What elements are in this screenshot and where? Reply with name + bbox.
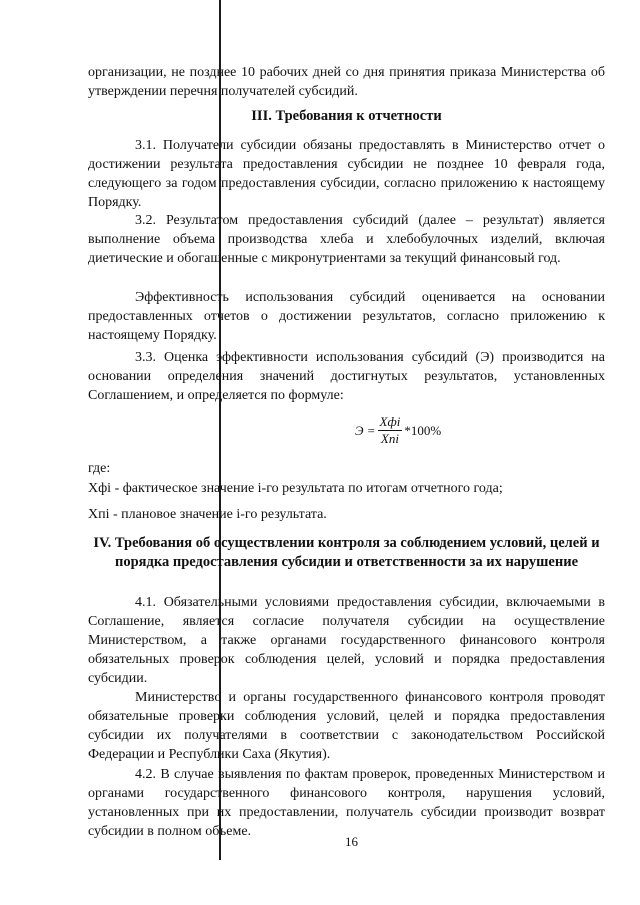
section-3-body <box>88 136 605 212</box>
formula-definition-xpi <box>88 505 605 524</box>
section-3-heading: III. Требования к отчетности <box>251 108 442 124</box>
efficiency-formula <box>355 414 441 447</box>
paragraph-4-2: 4.2. В случае выявления по фактам проверок, проведенных Министерством и органами государственного финансового контроля, нарушения условий, установленных при их предоставлении, получатель субсидии производит возврат субсидии в полном объеме. <box>88 767 605 839</box>
formula-denominator: Xпi <box>380 431 399 446</box>
section-3-3-body <box>88 348 605 405</box>
definition-xpi: Xпi - плановое значение i-го результата. <box>88 507 327 522</box>
paragraph-3-3: 3.3. Оценка эффективности использования субсидий (Э) производится на основании определения значений достигнутых результатов, установленных Соглашением, и определяется по формуле: <box>88 350 605 403</box>
section-4-2-body <box>88 765 605 841</box>
formula-lhs: Э = <box>355 422 376 438</box>
section-4-1b-body <box>88 688 605 764</box>
definition-xfi: Xфi - фактическое значение i-го результата по итогам отчетного года; <box>88 481 503 496</box>
text-block-top <box>88 63 605 101</box>
formula-fraction <box>378 414 403 447</box>
section-4-heading-wrap <box>88 534 605 572</box>
page-number: 16 <box>345 834 358 849</box>
formula-definition-xfi <box>88 479 605 498</box>
paragraph-continuation: организации, не позднее 10 рабочих дней со дня принятия приказа Министерства об утверждении перечня получателей субсидий. <box>88 65 605 99</box>
paragraph-3-1: 3.1. Получатели субсидии обязаны предоставлять в Министерство отчет о достижении результата предоставления субсидии не позднее 10 февраля года, следующего за годом предоставления субсидии, согласно приложению к настоящему Порядку. <box>88 138 605 210</box>
formula-suffix: *100% <box>404 422 442 438</box>
paragraph-4-1: 4.1. Обязательными условиями предоставления субсидии, включаемыми в Соглашение, является согласие получателя субсидии на осуществление Министерством, а также органами государственного финансового контроля обязательных проверок соблюдения целей, условий и порядка предоставления субсидии. <box>88 595 605 686</box>
section-3-2b-body <box>88 288 605 345</box>
section-4-1-body <box>88 593 605 688</box>
section-3-heading-wrap <box>88 107 605 126</box>
formula-numerator: Xфi <box>379 414 401 429</box>
formula-where <box>88 459 605 478</box>
section-3-2-body <box>88 211 605 268</box>
section-4-heading: IV. Требования об осуществлении контроля за соблюдением условий, целей и порядка предоставления субсидии и ответственности за их нарушение <box>93 535 600 570</box>
paragraph-3-2-efficiency: Эффективность использования субсидий оценивается на основании предоставленных отчетов о достижении результатов, согласно приложению к настоящему Порядку. <box>88 290 605 343</box>
paragraph-3-2: 3.2. Результатом предоставления субсидий (далее – результат) является выполнение объема производства хлеба и хлебобулочных изделий, включая диетические и обогащенные с микронутриентами за текущий финансовый год. <box>88 213 605 266</box>
where-label: где: <box>88 461 111 476</box>
paragraph-4-1-inspections: Министерство и органы государственного финансового контроля проводят обязательные проверки соблюдения условий, целей и порядка предоставления субсидии их получателями в соответствии с законодательством Российской Федерации и Республики Саха (Якутия). <box>88 690 605 762</box>
